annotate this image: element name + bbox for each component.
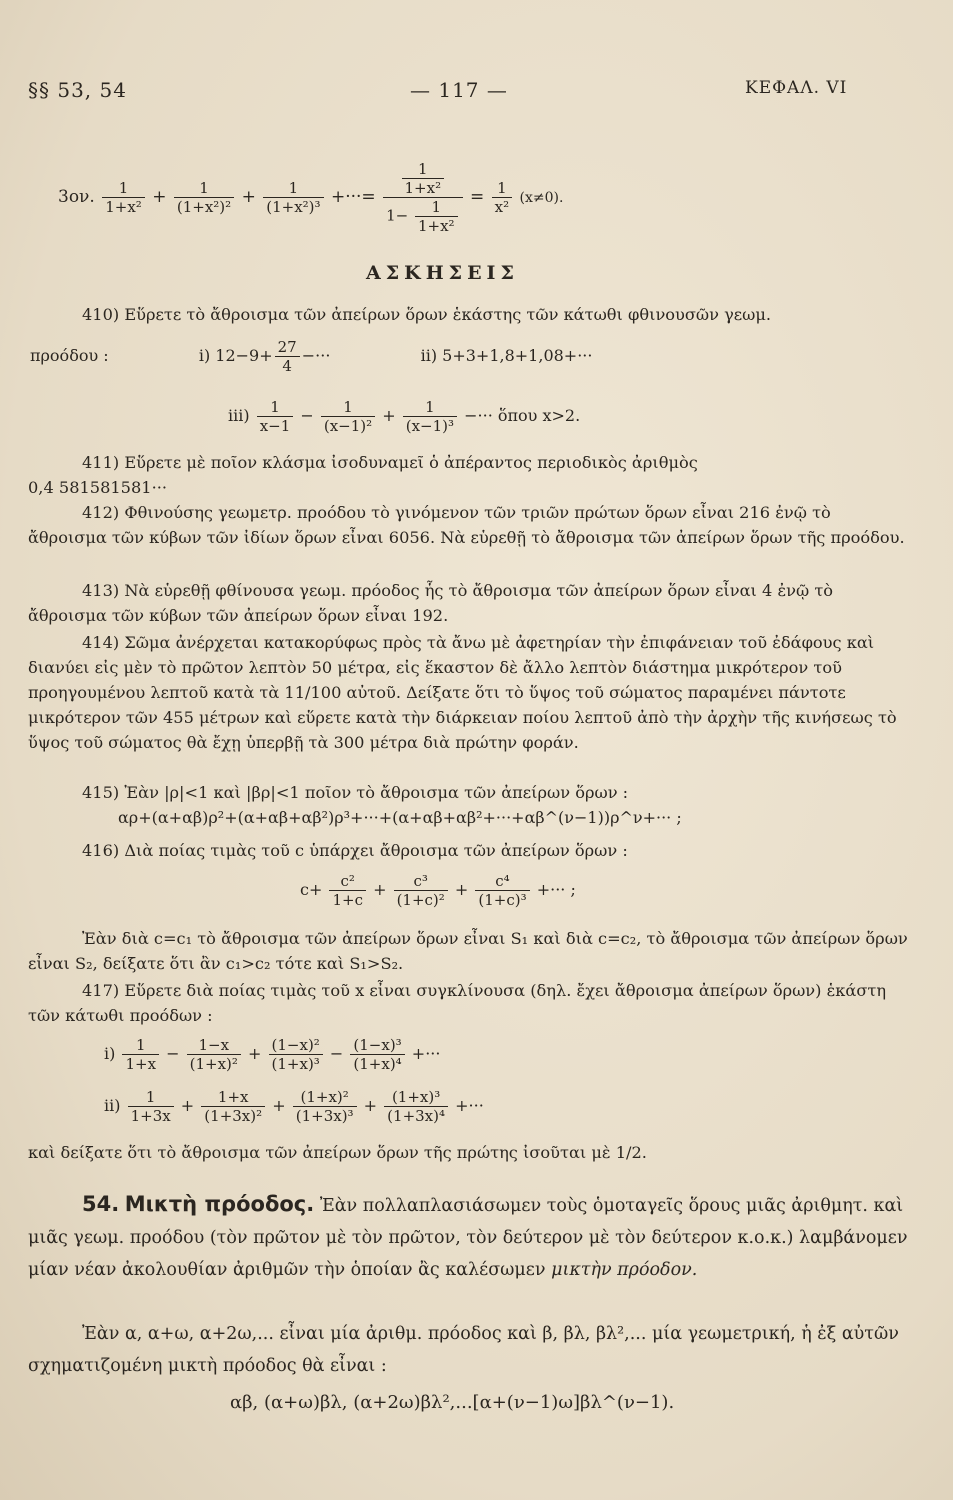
operator: = xyxy=(469,187,485,207)
fraction xyxy=(350,1036,404,1073)
fraction xyxy=(257,398,294,435)
fraction xyxy=(293,1088,357,1125)
denominator: 1+c xyxy=(332,891,363,909)
exercise-412 xyxy=(28,500,908,550)
exercise-text: 412) Φθινούσης γεωμετρ. προόδου τὸ γινόμενον τῶν τριῶν πρώτων ὅρων εἶναι 216 ἐνῷ τὸ ἄθροισμα τῶν κύβων τῶν ἰδίων ὅρων εἶναι 6056. Νὰ εὑρεθῇ τὸ ἄθροισμα τῶν ἀπείρων ὅρων τῆς προόδου. xyxy=(28,503,905,547)
denominator: (1+x²)³ xyxy=(266,198,321,216)
example-3 xyxy=(58,160,563,235)
denominator: (1+c)² xyxy=(396,891,445,909)
condition: −··· ὅπου x>2. xyxy=(464,406,581,425)
section-text: Ἐὰν πολλαπλασιάσωμεν τοὺς ὁμοταγεῖς ὅρους μιᾶς ἀριθμητ. καὶ μιᾶς γεωμ. προόδου (τὸν πρῶτον μὲ τὸν πρῶτον, τὸν δεύτερον μὲ τὸν δεύτερον κ.ο.κ.) λαμβάνομεν μίαν νέαν ἀκολουθίαν ἀριθμῶν τὴν ὁποίαν ἂς καλέσωμεν xyxy=(28,1196,908,1280)
exercise-416-formula: c+ $\frac{\text{c²}}{1+c}$ + $\frac{\text{c³}}{\text{(1+c)²}}$ + $\frac{\text{c⁴}}{\text{(1+c)³}}$ +··· ; xyxy=(300,872,576,909)
exercise-410-items xyxy=(30,338,592,375)
fraction xyxy=(384,1088,448,1125)
exercise-text: Ἐὰν διὰ c=c₁ τὸ ἄθροισμα τῶν ἀπείρων ὅρων εἶναι S₁ καὶ διὰ c=c₂, τὸ ἄθροισμα τῶν ἀπείρων ὅρων εἶναι S₂, δείξατε ὅτι ἂν c₁>c₂ τότε καὶ S₁>S₂. xyxy=(28,929,908,973)
denominator: 1+x xyxy=(125,1055,157,1073)
numerator: 1 xyxy=(415,198,458,217)
exercise-text: 415) Ἐὰν |ρ|<1 καὶ |βρ|<1 ποῖον τὸ ἄθροισμα τῶν ἀπείρων ὅρων : xyxy=(82,783,629,802)
operator: 1− xyxy=(386,206,409,225)
denominator: 1+3x xyxy=(130,1107,171,1125)
exercise-411 xyxy=(28,450,908,500)
exercise-413 xyxy=(28,578,908,628)
numerator xyxy=(383,160,463,198)
exercise-410-item-iii: iii) $\frac{1}{x-1}$ − $\frac{1}{\text{(x−1)²}}$ + $\frac{1}{\text{(x−1)³}}$ −··· ὅπου x>2. xyxy=(228,398,581,435)
operator: +··· ; xyxy=(536,880,576,899)
numerator: 27 xyxy=(275,338,300,357)
numerator: (1−x)³ xyxy=(350,1036,404,1055)
exercise-414 xyxy=(28,630,908,755)
exercise-417-item-i xyxy=(104,1036,440,1073)
denominator: x² xyxy=(494,198,510,216)
fraction xyxy=(263,179,323,216)
numerator: 1+x xyxy=(201,1088,265,1107)
item-i: i) 12−9+ xyxy=(198,346,273,365)
numerator: (1+x)² xyxy=(293,1088,357,1107)
exercise-417-cont xyxy=(28,1140,908,1165)
section-text: Ἐὰν α, α+ω, α+2ω,... εἶναι μία ἀριθμ. πρόοδος καὶ β, βλ, βλ²,... μία γεωμετρική, ἡ ἐξ αὐτῶν σχηματιζομένη μικτὴ πρόοδος θὰ εἶναι : xyxy=(28,1324,899,1376)
denominator: (1+c)³ xyxy=(478,891,527,909)
item-ii: ii) 5+3+1,8+1,08+··· xyxy=(420,346,593,365)
fraction xyxy=(492,179,512,216)
numerator: (1−x)² xyxy=(269,1036,323,1055)
fraction xyxy=(321,398,375,435)
numerator: 1 xyxy=(263,179,323,198)
exercise-417 xyxy=(28,978,908,1028)
operator: − xyxy=(166,1044,180,1063)
exercise-text: 417) Εὕρετε διὰ ποίας τιμὰς τοῦ x εἶναι συγκλίνουσα (δηλ. ἔχει ἄθροισμα ἀπείρων ὅρων) ἑκάστη τῶν κάτωθι προόδων : xyxy=(28,981,887,1025)
item-ii: ii) xyxy=(104,1096,121,1115)
exercise-text: 414) Σῶμα ἀνέρχεται κατακορύφως πρὸς τὰ ἄνω μὲ ἀφετηρίαν τὴν ἐπιφάνειαν τοῦ ἐδάφους καὶ διανύει εἰς μὲν τὸ πρῶτον λεπτὸν 50 μέτρα, εἰς ἕκαστον δὲ ἄλλο λεπτὸν διάστημα μικρότερον τοῦ προηγουμένου λεπτοῦ κατὰ τὰ 11/100 αὐτοῦ. Δείξατε ὅτι τὸ ὕψος τοῦ σώματος παραμένει πάντοτε μικρότερον τῶν 455 μέτρων καὶ εὕρετε κατὰ τὴν διάρκειαν ποίου λεπτοῦ ἀπὸ τὴν ἀρχὴν τῆς κινήσεως τὸ ὕψος τοῦ σώματος θὰ ἔχῃ ὑπερβῇ τὰ 300 μέτρα διὰ πρώτην φοράν. xyxy=(28,633,897,752)
term: c+ xyxy=(300,880,323,899)
section-54-para2 xyxy=(28,1318,908,1382)
denominator: (1+3x)³ xyxy=(295,1107,354,1125)
operator: + xyxy=(363,1096,378,1115)
section-term: μικτὴν πρόοδον. xyxy=(551,1260,698,1280)
exercises-title: ΑΣΚΗΣΕΙΣ xyxy=(366,262,519,284)
fraction xyxy=(403,398,457,435)
numerator: 1−x xyxy=(187,1036,241,1055)
numerator: 1 xyxy=(492,179,512,198)
denominator: 1+x² xyxy=(404,179,442,197)
item-i: i) xyxy=(104,1044,116,1063)
denominator: 4 xyxy=(282,357,292,375)
compound-fraction xyxy=(383,160,463,235)
denominator: (1+3x)² xyxy=(204,1107,263,1125)
fraction xyxy=(475,872,529,909)
operator: −··· xyxy=(301,346,331,365)
denominator: 1+x² xyxy=(417,217,455,235)
operator: +··· xyxy=(411,1044,441,1063)
fraction xyxy=(394,872,448,909)
exercise-417-item-ii xyxy=(104,1088,484,1125)
operator: + xyxy=(248,1044,262,1063)
fraction xyxy=(329,872,366,909)
operator: + xyxy=(272,1096,286,1115)
fraction xyxy=(402,160,445,197)
denominator: (1+x)⁴ xyxy=(353,1055,402,1073)
denominator: (x−1)³ xyxy=(405,417,455,435)
numerator: 1 xyxy=(174,179,234,198)
fraction xyxy=(187,1036,241,1073)
operator: − xyxy=(329,1044,344,1063)
fraction xyxy=(174,179,234,216)
section-title: Μικτὴ πρόοδος. xyxy=(124,1192,315,1216)
denominator: (1+x)³ xyxy=(271,1055,320,1073)
mixed-progression-formula: αβ, (α+ω)βλ, (α+2ω)βλ²,...[α+(ν−1)ω]βλ^(ν−1). xyxy=(230,1392,675,1413)
denominator: (x−1)² xyxy=(323,417,373,435)
operator: + xyxy=(241,187,256,207)
numerator: 1 xyxy=(128,1088,174,1107)
numerator: 1 xyxy=(102,179,145,198)
exercise-text: 411) Εὕρετε μὲ ποῖον κλάσμα ἰσοδυναμεῖ ὁ ἀπέραντος περιοδικὸς ἀριθμὸς xyxy=(82,453,698,472)
numerator: 1 xyxy=(122,1036,159,1055)
fraction xyxy=(275,338,300,375)
denominator: x−1 xyxy=(259,417,291,435)
fraction xyxy=(415,198,458,235)
exercise-text: καὶ δείξατε ὅτι τὸ ἄθροισμα τῶν ἀπείρων ὅρων τῆς πρώτης ἰσοῦται μὲ 1/2. xyxy=(28,1143,647,1162)
header-section-ref: §§ 53, 54 xyxy=(28,78,127,102)
item-iii: iii) xyxy=(228,406,250,425)
periodic-number: 0,4 581581581··· xyxy=(28,478,168,497)
denominator: (1+x²)² xyxy=(176,198,232,216)
denominator xyxy=(383,198,463,235)
exercise-text: 413) Νὰ εὑρεθῇ φθίνουσα γεωμ. πρόοδος ἧς τὸ ἄθροισμα τῶν ἀπείρων ὅρων εἶναι 4 ἐνῷ τὸ ἄθροισμα τῶν κύβων τῶν ἀπείρων ὅρων εἶναι 192. xyxy=(28,581,834,625)
section-54 xyxy=(28,1188,908,1286)
numerator: c⁴ xyxy=(475,872,529,891)
numerator: 1 xyxy=(257,398,294,417)
numerator: c³ xyxy=(394,872,448,891)
exercise-415-formula: αρ+(α+αβ)ρ²+(α+αβ+αβ²)ρ³+···+(α+αβ+αβ²+···+αβ^(ν−1))ρ^ν+··· ; xyxy=(118,808,682,827)
operator: +···= xyxy=(330,187,376,207)
fraction xyxy=(102,179,145,216)
operator: +··· xyxy=(455,1096,484,1115)
chapter-ref: ΚΕΦΑΛ. VI xyxy=(745,78,848,98)
denominator: (1+x)² xyxy=(189,1055,238,1073)
numerator: c² xyxy=(329,872,366,891)
fraction xyxy=(269,1036,323,1073)
fraction xyxy=(122,1036,159,1073)
section-number: 54. xyxy=(82,1192,120,1216)
example-label: 3ον. xyxy=(58,187,95,207)
exercise-text: 410) Εὕρετε τὸ ἄθροισμα τῶν ἀπείρων ὅρων ἑκάστης τῶν κάτωθι φθινουσῶν γεωμ. xyxy=(82,305,772,324)
numerator: 1 xyxy=(402,160,445,179)
numerator: (1+x)³ xyxy=(384,1088,448,1107)
exercise-416-cont xyxy=(28,926,908,976)
exercise-text: προόδου : xyxy=(30,346,109,365)
operator: + xyxy=(152,187,167,207)
exercise-416 xyxy=(28,838,908,863)
numerator: 1 xyxy=(403,398,457,417)
denominator: 1+x² xyxy=(105,198,142,216)
fraction xyxy=(201,1088,265,1125)
exercise-415 xyxy=(28,780,908,805)
exercise-text: 416) Διὰ ποίας τιμὰς τοῦ c ὑπάρχει ἄθροισμα τῶν ἀπείρων ὅρων : xyxy=(82,841,628,860)
operator: + xyxy=(180,1096,195,1115)
page-number: — 117 — xyxy=(410,78,508,102)
denominator: (1+3x)⁴ xyxy=(387,1107,446,1125)
fraction xyxy=(128,1088,174,1125)
condition: (x≠0). xyxy=(519,190,564,206)
exercise-410 xyxy=(28,302,908,327)
numerator: 1 xyxy=(321,398,375,417)
